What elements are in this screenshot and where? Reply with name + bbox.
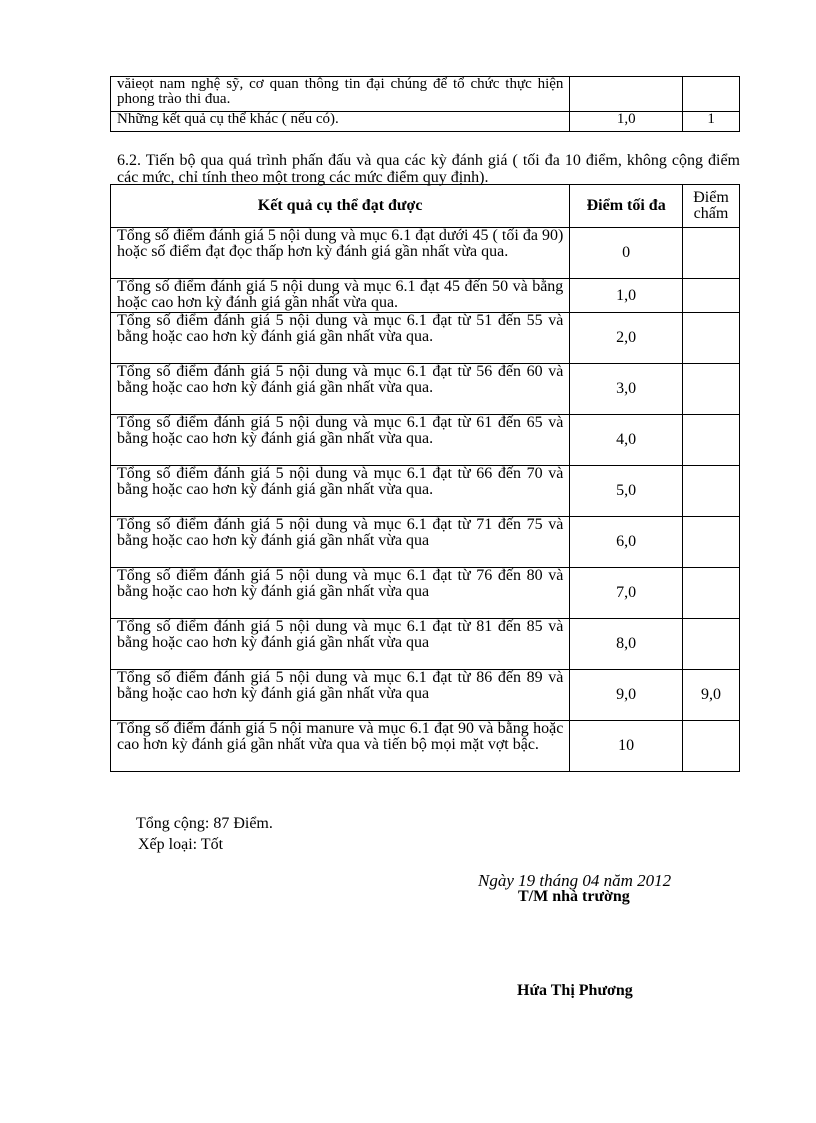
- table-row: [111, 112, 740, 132]
- content-cell: Tổng số điểm đánh giá 5 nội dung và mục 6.1 đạt từ 66 đến 70 và bằng hoặc cao hơn kỳ đánh giá gần nhất vừa qua.: [111, 466, 570, 517]
- progress-table: [110, 184, 740, 772]
- max-score-cell: 8,0: [570, 619, 683, 670]
- max-score-cell: [570, 77, 683, 112]
- max-score-cell: 9,0: [570, 670, 683, 721]
- max-score-cell: 2,0: [570, 313, 683, 364]
- table-row: [111, 415, 740, 466]
- max-score-cell: 1,0: [570, 279, 683, 313]
- content-cell: Tổng số điểm đánh giá 5 nội dung và mục 6.1 đạt từ 56 đến 60 và bằng hoặc cao hơn kỳ đánh giá gần nhất vừa qua.: [111, 364, 570, 415]
- score-cell: [683, 415, 740, 466]
- content-cell: Tổng số điểm đánh giá 5 nội dung và mục 6.1 đạt từ 86 đến 89 và bằng hoặc cao hơn kỳ đánh giá gần nhất vừa qua: [111, 670, 570, 721]
- score-cell: [683, 364, 740, 415]
- table-row: [111, 466, 740, 517]
- table-header-row: [111, 185, 740, 228]
- max-score-cell: 10: [570, 721, 683, 772]
- score-cell: 1: [683, 112, 740, 132]
- table-row: [111, 517, 740, 568]
- score-cell: [683, 77, 740, 112]
- score-cell: [683, 619, 740, 670]
- max-score-cell: 6,0: [570, 517, 683, 568]
- max-score-cell: 3,0: [570, 364, 683, 415]
- content-cell: Tổng số điểm đánh giá 5 nội dung và mục 6.1 đạt 45 đến 50 và bằng hoặc cao hơn kỳ đánh giá gần nhất vừa qua.: [111, 279, 570, 313]
- max-score-cell: 4,0: [570, 415, 683, 466]
- table-row: [111, 619, 740, 670]
- content-cell: Tổng số điểm đánh giá 5 nội dung và mục 6.1 đạt từ 71 đến 75 và bằng hoặc cao hơn kỳ đánh giá gần nhất vừa qua: [111, 517, 570, 568]
- content-cell: Tổng số điểm đánh giá 5 nội manure và mục 6.1 đạt 90 và bằng hoặc cao hơn kỳ đánh giá gần nhất vừa qua và tiến bộ mọi mặt vợt bậc.: [111, 721, 570, 772]
- score-cell: [683, 721, 740, 772]
- content-cell: Tổng số điểm đánh giá 5 nội dung và mục 6.1 đạt từ 81 đến 85 và bằng hoặc cao hơn kỳ đánh giá gần nhất vừa qua: [111, 619, 570, 670]
- signer-name: Hứa Thị Phương: [517, 982, 633, 999]
- table-row: [111, 670, 740, 721]
- total-score: Tổng cộng: 87 Điểm.: [136, 815, 273, 832]
- max-score-cell: 5,0: [570, 466, 683, 517]
- table-row: [111, 228, 740, 279]
- max-score-cell: 0: [570, 228, 683, 279]
- content-cell: Tổng số điểm đánh giá 5 nội dung và mục 6.1 đạt dưới 45 ( tối đa 90) hoặc số điểm đạt đọc thấp hơn kỳ đánh giá gần nhất vừa qua.: [111, 228, 570, 279]
- content-cell: Tổng số điểm đánh giá 5 nội dung và mục 6.1 đạt từ 76 đến 80 và bằng hoặc cao hơn kỳ đánh giá gần nhất vừa qua: [111, 568, 570, 619]
- table-row: [111, 364, 740, 415]
- score-cell: [683, 466, 740, 517]
- top-table: [110, 76, 740, 132]
- signature-date: Ngày 19 tháng 04 năm 2012: [478, 871, 672, 890]
- content-cell: Những kết quả cụ thể khác ( nếu có).: [111, 112, 570, 132]
- score-cell: [683, 313, 740, 364]
- content-cell: văieọt nam nghệ sỹ, cơ quan thông tin đại chúng để tổ chức thực hiện phong trào thi đua.: [111, 77, 570, 112]
- signature-org: T/M nhà trường: [518, 888, 630, 905]
- table-row: [111, 568, 740, 619]
- max-score-cell: 7,0: [570, 568, 683, 619]
- header-content: Kết quả cụ thể đạt được: [111, 185, 570, 228]
- table-row: [111, 77, 740, 112]
- score-cell: [683, 517, 740, 568]
- score-cell: [683, 279, 740, 313]
- ranking: Xếp loại: Tốt: [138, 836, 224, 853]
- max-score-cell: 1,0: [570, 112, 683, 132]
- score-cell: [683, 228, 740, 279]
- table-row: [111, 313, 740, 364]
- score-cell: [683, 568, 740, 619]
- header-max: Điểm tối đa: [570, 185, 683, 228]
- header-score: Điểm chấm: [683, 185, 740, 228]
- table-row: [111, 279, 740, 313]
- content-cell: Tổng số điểm đánh giá 5 nội dung và mục 6.1 đạt từ 51 đến 55 và bằng hoặc cao hơn kỳ đánh giá gần nhất vừa qua.: [111, 313, 570, 364]
- score-cell: 9,0: [683, 670, 740, 721]
- content-cell: Tổng số điểm đánh giá 5 nội dung và mục 6.1 đạt từ 61 đến 65 và bằng hoặc cao hơn kỳ đánh giá gần nhất vừa qua.: [111, 415, 570, 466]
- section-intro: 6.2. Tiến bộ qua quá trình phấn đấu và qua các kỳ đánh giá ( tối đa 10 điểm, không cộng điểm các mức, chỉ tính theo một trong các mức điểm quy định).: [117, 152, 740, 186]
- table-row: [111, 721, 740, 772]
